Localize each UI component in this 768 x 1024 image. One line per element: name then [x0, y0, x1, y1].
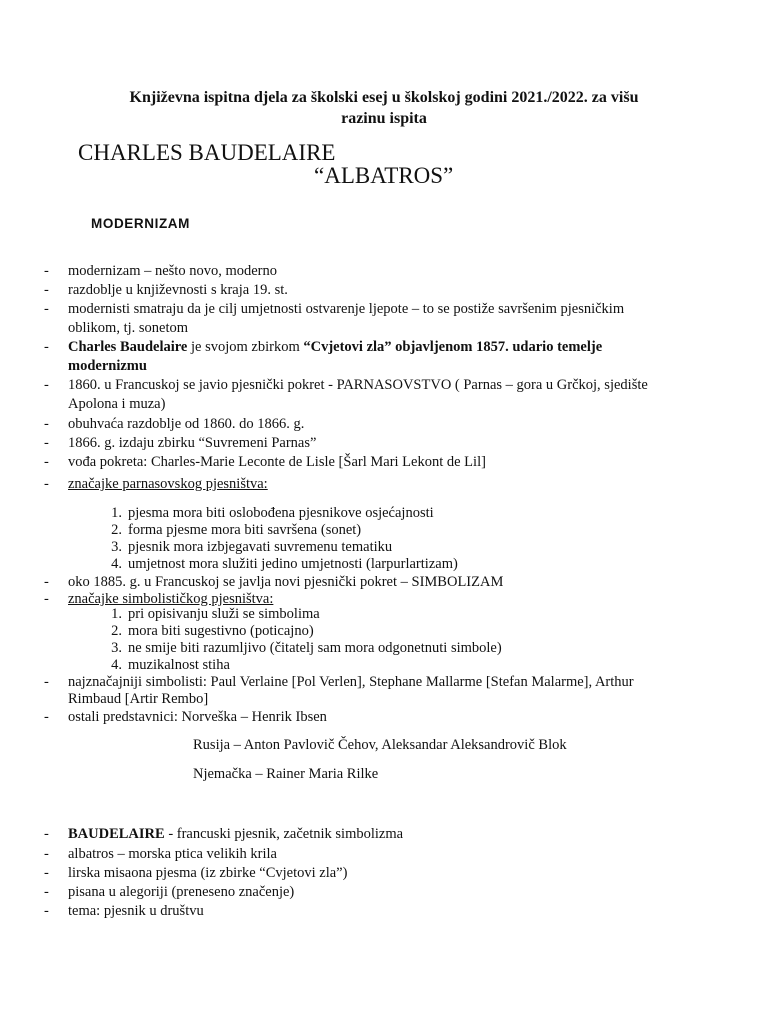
bullet-text: BAUDELAIRE - francuski pjesnik, začetnik simbolizma	[68, 826, 404, 842]
bullet-dash: -	[44, 865, 49, 881]
bullet-dash: -	[44, 301, 49, 317]
bullet-dash: -	[44, 454, 49, 470]
bold-baudelaire: BAUDELAIRE	[68, 826, 165, 842]
bullet-text: najznačajniji simbolisti: Paul Verlaine [Pol Verlen], Stephane Mallarme [Stefan Malarme], Arthur	[68, 674, 634, 690]
representatives-germany: Njemačka – Rainer Maria Rilke	[193, 766, 379, 782]
bullet-dash: -	[44, 826, 49, 842]
bullet-dash: -	[44, 846, 49, 862]
bullet-text	[68, 338, 602, 357]
numbered-item: 2. forma pjesme mora biti savršena (sonet)	[111, 522, 362, 538]
bullet-text: 1866. g. izdaju zbirku “Suvremeni Parnas”	[68, 435, 317, 451]
poem-title: “ALBATROS”	[314, 163, 454, 188]
bullet-text-continuation: Apolona i muza)	[68, 396, 166, 412]
bullet-dash: -	[44, 435, 49, 451]
bullet-text: albatros – morska ptica velikih krila	[68, 846, 277, 862]
bullet-text-continuation: modernizmu	[68, 358, 147, 374]
bullet-text: oko 1885. g. u Francuskoj se javlja novi pjesnički pokret – SIMBOLIZAM	[68, 574, 504, 590]
bullet-text: pisana u alegoriji (preneseno značenje)	[68, 884, 295, 900]
document-title-line-2: razinu ispita	[341, 110, 427, 127]
bullet-dash: -	[44, 674, 49, 690]
numbered-item: 2. mora biti sugestivno (poticajno)	[111, 623, 314, 639]
bold-collection-name: “Cvjetovi zla” objavljenom 1857. udario temelje	[303, 339, 603, 355]
bullet-text-continuation: oblikom, tj. sonetom	[68, 320, 189, 336]
bold-author-name: Charles Baudelaire	[68, 339, 188, 355]
bullet-dash: -	[44, 709, 49, 725]
bullet-text: razdoblje u književnosti s kraja 19. st.	[68, 282, 288, 298]
numbered-item: 1. pri opisivanju služi se simbolima	[111, 606, 320, 622]
bullet-text: obuhvaća razdoblje od 1860. do 1866. g.	[68, 416, 305, 432]
bullet-text-part: je svojom zbirkom	[187, 339, 304, 355]
bullet-text: vođa pokreta: Charles-Marie Leconte de Lisle [Šarl Mari Lekont de Lil]	[68, 454, 486, 470]
numbered-item: 4. umjetnost mora služiti jedino umjetnosti (larpurlartizam)	[111, 556, 458, 572]
bullet-dash: -	[44, 339, 49, 355]
bullet-dash: -	[44, 377, 49, 393]
bullet-text: modernizam – nešto novo, moderno	[68, 263, 277, 279]
bullet-dash: -	[44, 884, 49, 900]
bullet-dash: -	[44, 263, 49, 279]
bullet-text: ostali predstavnici: Norveška – Henrik Ibsen	[68, 709, 327, 725]
bullet-dash: -	[44, 591, 49, 607]
section-heading: MODERNIZAM	[91, 216, 190, 231]
numbered-item: 4. muzikalnost stiha	[111, 657, 230, 673]
bullet-text-underlined: značajke simbolističkog pjesništva:	[68, 591, 274, 607]
bullet-dash: -	[44, 282, 49, 298]
bullet-text: tema: pjesnik u društvu	[68, 903, 204, 919]
bullet-text: modernisti smatraju da je cilj umjetnosti ostvarenje ljepote – to se postiže savršenim pjesničkim	[68, 301, 625, 317]
bullet-text: 1860. u Francuskoj se javio pjesnički pokret - PARNASOVSTVO ( Parnas – gora u Grčkoj, sjedište	[68, 377, 648, 393]
representatives-russia: Rusija – Anton Pavlovič Čehov, Aleksandar Aleksandrovič Blok	[193, 737, 567, 753]
bullet-text: lirska misaona pjesma (iz zbirke “Cvjetovi zla”)	[68, 865, 348, 881]
document-title-line-1: Književna ispitna djela za školski esej u školskoj godini 2021./2022. za višu	[129, 89, 639, 106]
bullet-dash: -	[44, 574, 49, 590]
bullet-text-underlined: značajke parnasovskog pjesništva:	[68, 476, 268, 492]
bullet-text-continuation: Rimbaud [Artir Rembo]	[68, 691, 209, 707]
bullet-dash: -	[44, 416, 49, 432]
numbered-item: 3. ne smije biti razumljivo (čitatelj sam mora odgonetnuti simbole)	[111, 640, 502, 656]
author-heading: CHARLES BAUDELAIRE	[78, 140, 336, 165]
numbered-item: 1. pjesma mora biti oslobođena pjesnikove osjećajnosti	[111, 505, 434, 521]
numbered-item: 3. pjesnik mora izbjegavati suvremenu tematiku	[111, 539, 393, 555]
bullet-dash: -	[44, 903, 49, 919]
bullet-dash: -	[44, 476, 49, 492]
